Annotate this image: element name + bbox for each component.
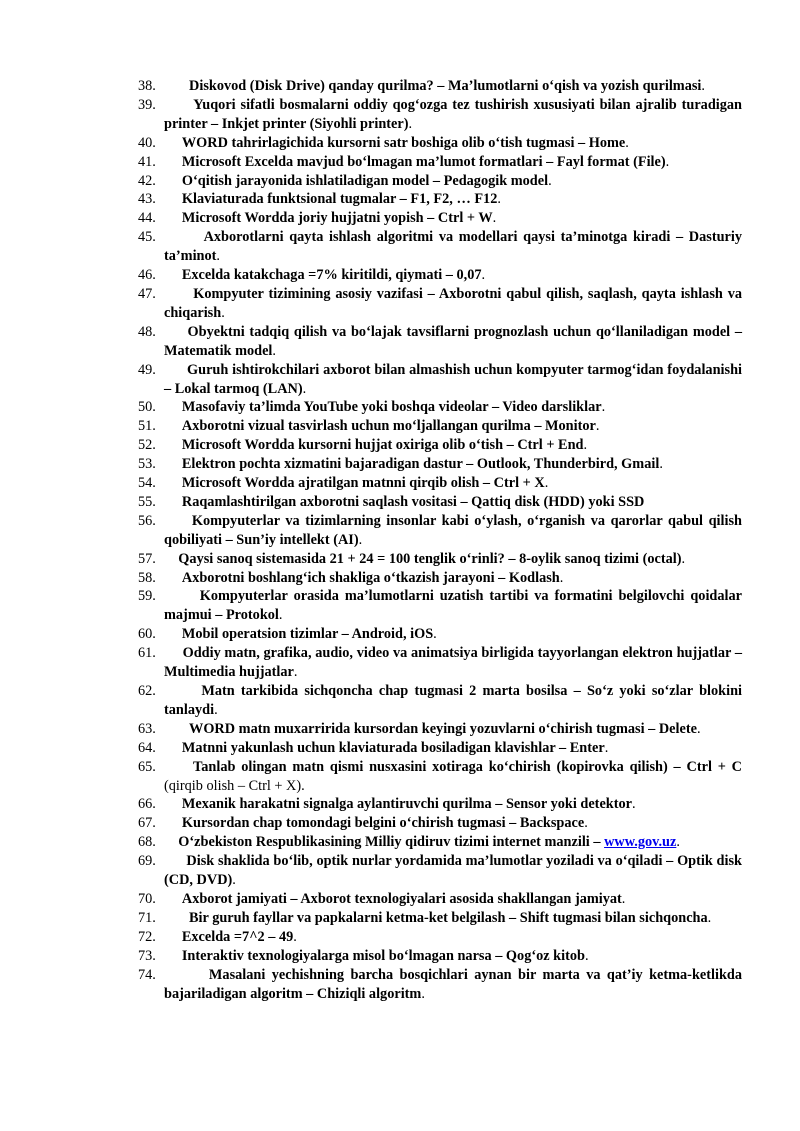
- item-number: 72.: [138, 928, 156, 945]
- item-number: 58.: [138, 569, 156, 586]
- item-number: 41.: [138, 153, 156, 170]
- list-item: [138, 739, 742, 758]
- item-number: 49.: [138, 361, 156, 378]
- item-number: 60.: [138, 626, 156, 643]
- item-text: Obyektni tadqiq qilish va bo‘lajak tavsiflarni prognozlash uchun qo‘llaniladigan model – Matematik model: [164, 323, 742, 359]
- item-number: 70.: [138, 890, 156, 907]
- list-item: [138, 417, 742, 436]
- item-number: 40.: [138, 134, 156, 151]
- item-text: Raqamlashtirilgan axborotni saqlash vositasi – Qattiq disk (HDD) yoki SSD: [164, 493, 645, 510]
- item-number: 59.: [138, 588, 156, 605]
- list-item: [138, 493, 742, 512]
- item-text: Kompyuterlar orasida ma’lumotlarni uzatish tartibi va formatini belgilovchi qoidalar majmui – Protokol: [164, 588, 742, 624]
- item-punctuation: .: [676, 834, 680, 851]
- item-number: 39.: [138, 96, 156, 113]
- item-text: Mobil operatsion tizimlar – Android, iOS: [164, 626, 434, 643]
- item-number: 51.: [138, 418, 156, 435]
- list-item: [138, 228, 742, 266]
- item-text: Microsoft Wordda kursorni hujjat oxiriga olib o‘tish – Ctrl + End: [164, 437, 584, 454]
- item-text: Guruh ishtirokchilari axborot bilan almashish uchun kompyuter tarmog‘idan foydalanishi – Lokal tarmoq (LAN): [164, 361, 742, 397]
- item-punctuation: .: [559, 569, 564, 586]
- item-punctuation: .: [293, 664, 298, 681]
- item-punctuation: .: [659, 456, 663, 473]
- item-text: Axborotni vizual tasvirlash uchun mo‘ljallangan qurilma – Monitor: [164, 418, 596, 435]
- item-text: Matnni yakunlash uchun klaviaturada bosiladigan klavishlar – Enter: [164, 739, 605, 756]
- item-number: 62.: [138, 683, 156, 699]
- item-punctuation: .: [701, 78, 705, 94]
- item-punctuation: .: [584, 947, 589, 964]
- list-item: [138, 625, 742, 644]
- item-punctuation: .: [544, 475, 549, 492]
- list-item: [138, 398, 742, 417]
- item-text: Excelda =7^2 – 49: [164, 928, 294, 945]
- item-text: Axborotlarni qayta ishlash algoritmi va modellari qaysi ta’minotga kiradi – Dasturiy ta’minot: [164, 229, 742, 265]
- item-text: Kompyuter tizimining asosiy vazifasi – Axborotni qabul qilish, saqlash, qayta ishlash va chiqarish: [164, 285, 742, 321]
- list-item: [138, 455, 742, 474]
- list-item: [138, 550, 742, 569]
- list-item: [138, 682, 742, 720]
- item-number: 69.: [138, 853, 156, 870]
- item-punctuation: .: [408, 115, 413, 132]
- item-number: 71.: [138, 909, 156, 926]
- item-punctuation: .: [433, 626, 437, 643]
- item-punctuation: .: [681, 550, 686, 567]
- item-number: 55.: [138, 493, 156, 510]
- item-number: 57.: [138, 550, 156, 567]
- list-item: [138, 833, 742, 852]
- item-text: Masalani yechishning barcha bosqichlari aynan bir marta va qat’iy ketma-ketlikda bajariladigan algoritm – Chiziqli algoritm: [164, 966, 742, 1002]
- item-number: 38.: [138, 78, 156, 94]
- item-text: Interaktiv texnologiyalarga misol bo‘lmagan narsa – Qog‘oz kitob: [164, 947, 585, 964]
- list-item: [138, 947, 742, 966]
- item-punctuation: .: [278, 607, 283, 624]
- item-punctuation: .: [232, 872, 236, 889]
- item-text: WORD matn muxarririda kursordan keyingi yozuvlarni o‘chirish tugmasi – Delete: [164, 720, 697, 737]
- item-text: Kompyuterlar va tizimlarning insonlar kabi o‘ylash, o‘rganish va qarorlar qabul qilish qobiliyati – Sun’iy intellekt (AI): [164, 512, 742, 548]
- item-number: 65.: [138, 758, 156, 775]
- list-item: [138, 928, 742, 947]
- list-item: [138, 134, 742, 153]
- list-item: [138, 587, 742, 625]
- item-text: Microsoft Excelda mavjud bo‘lmagan ma’lumot formatlari – Fayl format (File): [164, 153, 666, 170]
- item-text: Diskovod (Disk Drive) qanday qurilma? – Ma’lumotlarni o‘qish va yozish qurilmasi: [164, 78, 702, 94]
- list-item: [138, 569, 742, 588]
- item-punctuation: .: [707, 909, 712, 926]
- item-text: WORD tahrirlagichida kursorni satr boshiga olib o‘tish tugmasi – Home: [164, 134, 626, 151]
- item-text: Excelda katakchaga =7% kiritildi, qiymati – 0,07: [164, 267, 482, 284]
- item-number: 44.: [138, 210, 156, 227]
- item-text: Mexanik harakatni signalga aylantiruvchi qurilma – Sensor yoki detektor: [164, 796, 632, 813]
- list-item: [138, 77, 742, 96]
- list-item: [138, 436, 742, 455]
- question-answer-list: [138, 77, 742, 1003]
- item-number: 63.: [138, 720, 156, 737]
- item-number: 48.: [138, 323, 156, 340]
- list-item: [138, 190, 742, 209]
- item-punctuation: .: [548, 172, 552, 189]
- item-punctuation: .: [497, 191, 501, 208]
- item-number: 52.: [138, 437, 156, 454]
- item-number: 73.: [138, 947, 156, 964]
- item-number: 68.: [138, 834, 156, 851]
- item-punctuation: (qirqib olish – Ctrl + X).: [164, 777, 305, 794]
- item-text: Tanlab olingan matn qismi nusxasini xotiraga ko‘chirish (kopirovka qilish) – Ctrl + C: [164, 758, 742, 775]
- item-number: 54.: [138, 475, 156, 492]
- item-punctuation: .: [272, 342, 276, 359]
- list-item: [138, 96, 742, 134]
- item-punctuation: .: [302, 380, 307, 397]
- item-punctuation: .: [604, 739, 609, 756]
- item-number: 64.: [138, 739, 156, 756]
- item-text: O‘qitish jarayonida ishlatiladigan model – Pedagogik model: [164, 172, 549, 189]
- list-item: [138, 323, 742, 361]
- item-number: 53.: [138, 456, 156, 473]
- item-text: Disk shaklida bo‘lib, optik nurlar yordamida ma’lumotlar yoziladi va o‘qiladi – Optik disk (CD, DVD): [164, 853, 742, 889]
- item-number: 42.: [138, 172, 156, 189]
- list-item: [138, 361, 742, 399]
- item-punctuation: .: [625, 134, 629, 151]
- item-punctuation: .: [601, 399, 606, 416]
- list-item: [138, 285, 742, 323]
- item-punctuation: .: [216, 248, 220, 265]
- item-number: 43.: [138, 191, 156, 208]
- list-item: [138, 814, 742, 833]
- list-item: [138, 890, 742, 909]
- item-text: Kursordan chap tomondagi belgini o‘chirish tugmasi – Backspace: [164, 815, 585, 832]
- item-text: Elektron pochta xizmatini bajaradigan dastur – Outlook, Thunderbird, Gmail: [164, 456, 660, 473]
- item-text: Klaviaturada funktsional tugmalar – F1, F2, … F12: [164, 191, 498, 208]
- item-punctuation: .: [583, 437, 588, 454]
- item-punctuation: .: [221, 304, 225, 321]
- list-item: [138, 209, 742, 228]
- item-punctuation: .: [595, 418, 600, 435]
- item-text: Microsoft Wordda joriy hujjatni yopish – Ctrl + W: [164, 210, 493, 227]
- item-punctuation: .: [481, 267, 486, 284]
- item-number: 47.: [138, 285, 156, 302]
- item-text: Qaysi sanoq sistemasida 21 + 24 = 100 tenglik o‘rinli? – 8-oylik sanoq tizimi (octal): [164, 550, 682, 567]
- item-text: Microsoft Wordda ajratilgan matnni qirqib olish – Ctrl + X: [164, 475, 545, 492]
- item-number: 66.: [138, 796, 156, 813]
- item-number: 74.: [138, 966, 156, 983]
- item-number: 67.: [138, 815, 156, 832]
- list-item: [138, 266, 742, 285]
- item-number: 61.: [138, 645, 156, 662]
- item-punctuation: .: [632, 796, 636, 813]
- list-item: [138, 474, 742, 493]
- item-text: Axborotni boshlang‘ich shakliga o‘tkazish jarayoni – Kodlash: [164, 569, 560, 586]
- list-item: [138, 758, 742, 796]
- item-text: O‘zbekiston Respublikasining Milliy qidiruv tizimi internet manzili –: [164, 834, 605, 851]
- item-text: Masofaviy ta’limda YouTube yoki boshqa videolar – Video darsliklar: [164, 399, 602, 416]
- item-punctuation: .: [421, 985, 425, 1002]
- item-number: 45.: [138, 229, 156, 246]
- item-punctuation: .: [621, 890, 626, 907]
- item-number: 50.: [138, 399, 156, 416]
- list-item: [138, 909, 742, 928]
- item-punctuation: .: [665, 153, 670, 170]
- item-punctuation: .: [358, 531, 363, 548]
- list-item: [138, 966, 742, 1004]
- item-punctuation: .: [492, 210, 497, 227]
- item-punctuation: .: [214, 701, 218, 718]
- list-item: [138, 795, 742, 814]
- item-text: Axborot jamiyati – Axborot texnologiyalari asosida shakllangan jamiyat: [164, 890, 622, 907]
- list-item: [138, 852, 742, 890]
- item-text: Matn tarkibida sichqoncha chap tugmasi 2 marta bosilsa – So‘z yoki so‘zlar blokini tanlaydi: [164, 683, 742, 718]
- item-link[interactable]: www.gov.uz: [604, 834, 677, 851]
- list-item: [138, 644, 742, 682]
- item-number: 56.: [138, 512, 156, 529]
- list-item: [138, 153, 742, 172]
- list-item: [138, 172, 742, 191]
- item-number: 46.: [138, 267, 156, 284]
- item-punctuation: .: [293, 928, 297, 945]
- item-text: Yuqori sifatli bosmalarni oddiy qog‘ozga tez tushirish xususiyati bilan ajralib turadigan printer – Inkjet printer (Siyohli printer): [164, 96, 742, 132]
- item-punctuation: .: [584, 815, 588, 832]
- item-punctuation: .: [696, 720, 701, 737]
- item-text: Oddiy matn, grafika, audio, video va animatsiya birligida tayyorlangan elektron hujjatlar – Multimedia hujjatlar: [164, 645, 742, 681]
- item-text: Bir guruh fayllar va papkalarni ketma-ket belgilash – Shift tugmasi bilan sichqoncha: [164, 909, 708, 926]
- list-item: [138, 720, 742, 739]
- list-item: [138, 512, 742, 550]
